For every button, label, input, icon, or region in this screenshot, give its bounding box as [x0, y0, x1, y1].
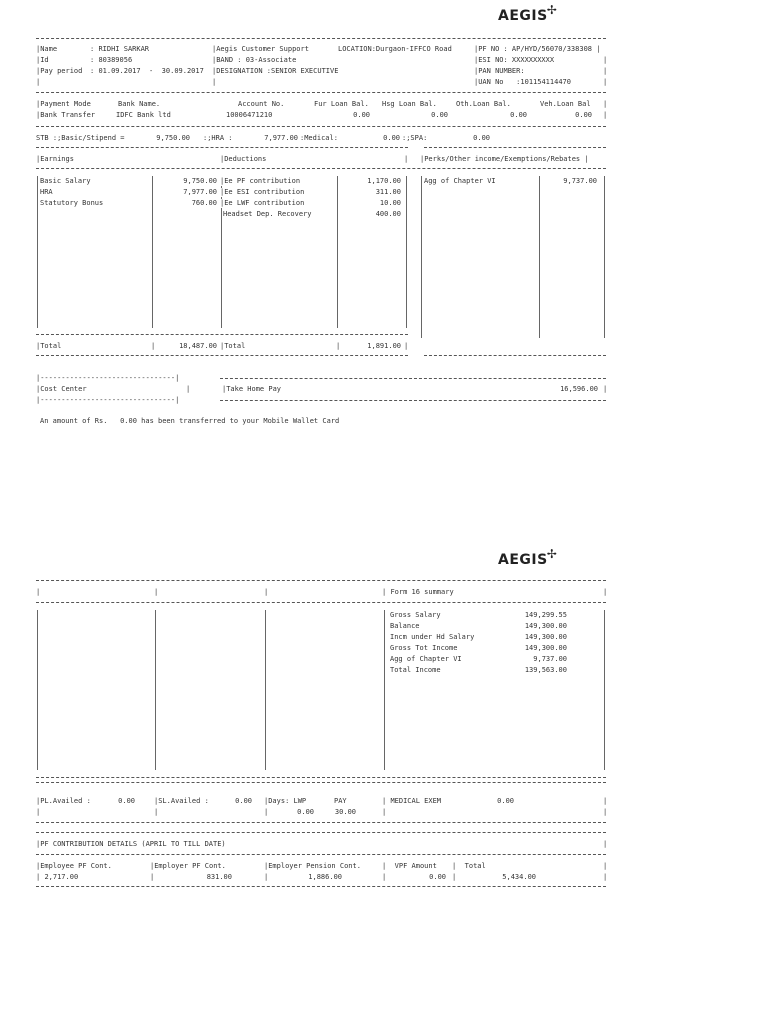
- perk-amount: 9,737.00: [545, 177, 597, 186]
- pf-header: Employer Pension Cont.: [268, 862, 361, 870]
- form16-row-value: 139,563.00: [524, 666, 567, 674]
- earning-amount: 7,977.00: [160, 188, 217, 197]
- form16-row-value: 149,299.55: [524, 611, 567, 619]
- divider: [424, 355, 606, 356]
- deductions-total: 1,891.00: [367, 342, 401, 350]
- divider: [36, 38, 606, 39]
- deduction-label: Ee ESI contribution: [224, 188, 305, 196]
- days-lwp-label: Days: LWP: [268, 797, 307, 805]
- pf-header: VPF Amount: [394, 862, 437, 870]
- pf-header: Employer PF Cont.: [154, 862, 226, 870]
- employee-name: RIDHI SARKAR: [98, 45, 150, 53]
- form16-row-label: Gross Salary: [390, 611, 441, 619]
- medical-exem-label: MEDICAL EXEM: [390, 797, 442, 805]
- stb-medical-label: :Medical:: [300, 134, 338, 142]
- pf-contribution-title: PF CONTRIBUTION DETAILS (APRIL TO TILL DATE): [40, 840, 226, 848]
- lwp-days: 0.00: [297, 808, 314, 816]
- aegis-logo-top: AEGIS✢: [498, 3, 558, 24]
- pf-value: 2,717.00: [44, 873, 79, 881]
- pf-value: 831.00: [206, 873, 232, 881]
- pl-availed: 0.00: [118, 797, 135, 805]
- pay-days: 30.00: [334, 808, 356, 816]
- form16-row-label: Agg of Chapter VI: [390, 655, 462, 663]
- wallet-note: An amount of Rs. 0.00 has been transferred to your Mobile Wallet Card: [40, 417, 340, 425]
- hsg-loan-bal: 0.00: [431, 111, 448, 119]
- pf-value: 0.00: [429, 873, 446, 881]
- stb-label: STB :;Basic/Stipend =: [36, 134, 125, 142]
- divider: [36, 147, 408, 148]
- earning-amount: 9,750.00: [160, 177, 217, 186]
- deduction-label: Headset Dep. Recovery: [223, 210, 312, 218]
- perks-header: Perks/Other income/Exemptions/Rebates: [424, 155, 581, 163]
- form16-title: Form 16 summary: [390, 588, 454, 596]
- deduction-amount: 10.00: [345, 199, 401, 208]
- earning-amount: 760.00: [160, 199, 217, 208]
- medical-exem: 0.00: [497, 797, 514, 805]
- veh-loan-bal: 0.00: [575, 111, 592, 119]
- pf-header: Total: [464, 862, 486, 870]
- aegis-logo-bottom: AEGIS✢: [498, 547, 558, 568]
- form16-row-label: Incm under Hd Salary: [390, 633, 475, 641]
- oth-loan-bal: 0.00: [510, 111, 527, 119]
- payment-mode-header: Payment Mode: [40, 100, 91, 108]
- divider: [36, 580, 606, 581]
- divider: [36, 168, 606, 169]
- divider: [36, 854, 606, 855]
- perk-label: Agg of Chapter VI: [424, 177, 496, 185]
- bank-name: IDFC Bank ltd: [116, 111, 171, 119]
- earnings-total: 18,487.00: [179, 342, 217, 350]
- location: LOCATION:Durgaon-IFFCO Road: [338, 45, 452, 53]
- take-home-label: Take Home Pay: [226, 385, 282, 393]
- divider: [36, 822, 606, 823]
- uan-number: :101154114470: [516, 78, 571, 86]
- deduction-amount: 311.00: [345, 188, 401, 197]
- bank-name-header: Bank Name.: [118, 100, 161, 108]
- account-no: 10006471210: [226, 111, 273, 119]
- sl-availed: 0.00: [235, 797, 252, 805]
- take-home-pay: 16,596.00: [560, 385, 598, 393]
- hsg-loan-header: Hsg Loan Bal.: [382, 100, 437, 108]
- esi-number: ESI NO: XXXXXXXXXX: [478, 56, 555, 64]
- fur-loan-header: Fur Loan Bal.: [314, 100, 369, 108]
- deduction-label: Ee PF contribution: [224, 177, 301, 185]
- divider: [36, 334, 408, 335]
- pl-availed-label: PL.Availed :: [40, 797, 91, 805]
- divider: [36, 886, 606, 887]
- stb-hra-value: 7,977.00: [264, 134, 298, 142]
- divider: [36, 355, 408, 356]
- earnings-total-label: Total: [40, 342, 62, 350]
- divider: [36, 92, 606, 93]
- earning-label: HRA: [40, 188, 53, 196]
- name-label: Name: [40, 45, 58, 53]
- pf-value: 5,434.00: [502, 873, 536, 881]
- pan-number: PAN NUMBER:: [478, 67, 525, 75]
- form16-row-value: 149,300.00: [524, 644, 567, 652]
- form16-row-label: Gross Tot Income: [390, 644, 458, 652]
- payment-mode: Bank Transfer: [40, 111, 96, 119]
- pay-period-from: 01.09.2017: [98, 67, 141, 75]
- form16-row-value: 149,300.00: [524, 622, 567, 630]
- stb-basic-value: 9,750.00: [156, 134, 190, 142]
- account-no-header: Account No.: [238, 100, 285, 108]
- divider: [36, 602, 606, 603]
- stb-hra-label: :;HRA :: [203, 134, 233, 142]
- stb-spa-label: :;SPA:: [402, 134, 428, 142]
- divider: [36, 782, 606, 783]
- divider: [36, 832, 606, 833]
- stb-medical-value: 0.00: [383, 134, 400, 142]
- uan-label: UAN No: [478, 78, 504, 86]
- form16-row-label: Balance: [390, 622, 420, 630]
- id-label: Id: [40, 56, 49, 64]
- company-name: Aegis Customer Support: [216, 45, 309, 53]
- deduction-label: Ee LWF contribution: [224, 199, 305, 207]
- stb-spa-value: 0.00: [473, 134, 490, 142]
- form16-row-value: 149,300.00: [524, 633, 567, 641]
- pay-period-label: Pay period: [40, 67, 83, 75]
- veh-loan-header: Veh.Loan Bal: [540, 100, 591, 108]
- band: BAND : 03-Associate: [216, 56, 297, 64]
- form16-row-label: Total Income: [390, 666, 441, 674]
- pay-days-label: PAY: [334, 797, 347, 805]
- logo-star-icon: ✢: [546, 3, 558, 17]
- pf-header: Employee PF Cont.: [40, 862, 112, 870]
- deductions-total-label: Total: [224, 342, 246, 350]
- logo-star-icon: ✢: [546, 547, 558, 561]
- pay-period-to: 30.09.2017: [161, 67, 204, 75]
- deductions-header: Deductions: [224, 155, 267, 163]
- deduction-amount: 400.00: [345, 210, 401, 219]
- sl-availed-label: SL.Availed :: [158, 797, 209, 805]
- designation: DESIGNATION :SENIOR EXECUTIVE: [216, 67, 339, 75]
- earning-label: Basic Salary: [40, 177, 91, 185]
- oth-loan-header: Oth.Loan Bal.: [456, 100, 511, 108]
- pf-value: 1,886.00: [308, 873, 342, 881]
- earnings-header: Earnings: [40, 155, 74, 163]
- divider: [424, 147, 606, 148]
- form16-row-value: 9,737.00: [533, 655, 567, 663]
- cost-center-label: Cost Center: [40, 385, 87, 393]
- employee-id: 80389056: [98, 56, 133, 64]
- fur-loan-bal: 0.00: [353, 111, 370, 119]
- divider: [36, 777, 606, 778]
- pf-number: PF NO : AP/HYD/56070/338308: [478, 45, 593, 53]
- earning-label: Statutory Bonus: [40, 199, 104, 207]
- divider: [36, 126, 606, 127]
- deduction-amount: 1,170.00: [345, 177, 401, 186]
